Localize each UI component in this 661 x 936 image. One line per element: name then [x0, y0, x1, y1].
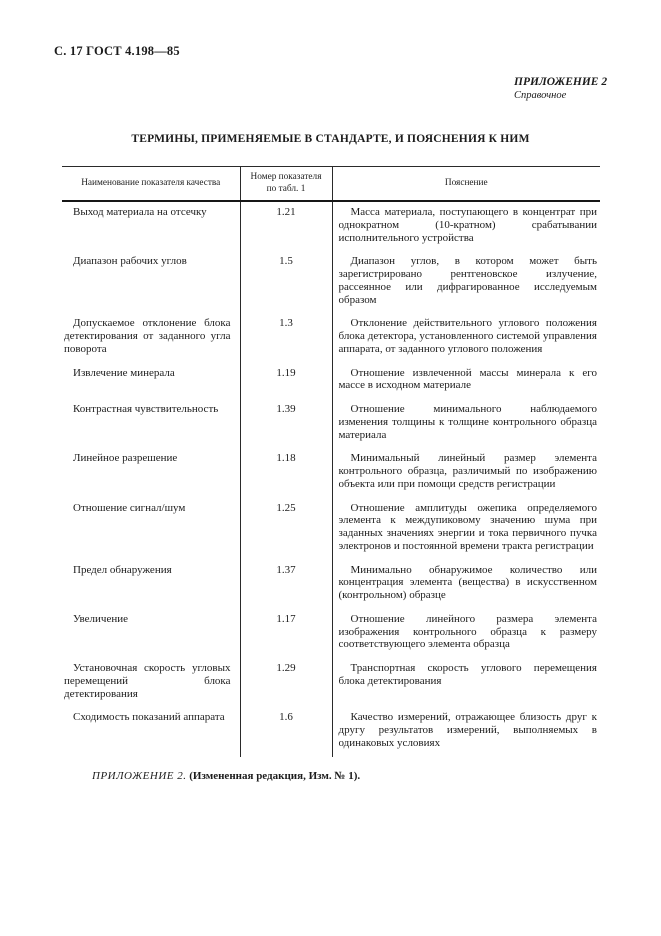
- table-header-row: [62, 167, 600, 202]
- index-number-cell: 1.6: [240, 707, 332, 756]
- index-number-cell: 1.21: [240, 201, 332, 251]
- term-name-cell: Выход материала на отсечку: [62, 201, 240, 251]
- column-header-explanation: Пояснение: [332, 167, 600, 202]
- table-row: [62, 201, 600, 251]
- index-number-cell: 1.3: [240, 313, 332, 362]
- index-number-cell: 1.37: [240, 560, 332, 609]
- amendment-footnote: [92, 770, 600, 782]
- table-row: [62, 313, 600, 362]
- table-row: [62, 609, 600, 658]
- index-number-cell: 1.17: [240, 609, 332, 658]
- footnote-amendment-text: (Измененная редакция, Изм. № 1).: [189, 769, 361, 782]
- table-row: [62, 498, 600, 560]
- document-content: [62, 166, 600, 782]
- term-name-cell: Линейное разрешение: [62, 448, 240, 497]
- term-name-cell: Контрастная чувствительность: [62, 399, 240, 448]
- page-number-and-standard: С. 17 ГОСТ 4.198—85: [54, 44, 180, 58]
- explanation-cell: Минимальный линейный размер элемента контрольного образца, различимый по изображению объекта или при помощи средств регистрации: [338, 452, 597, 490]
- terms-table: [62, 166, 600, 757]
- table-row: [62, 251, 600, 313]
- explanation-cell: Качество измерений, отражающее близость друг к другу результатов измерений, выполняемых в одинаковых условиях: [338, 711, 597, 749]
- explanation-cell: Минимально обнаружимое количество или концентрация элемента (вещества) в искусственном (контрольном) образце: [338, 563, 597, 602]
- explanation-cell: Отношение амплитуды ожепика определяемого элемента к междупиковому значению шума при заданных значениях энергии и тока первичного пучка электронов и постоянной времени тракта регистрации: [338, 501, 597, 552]
- explanation-cell: Масса материала, поступающего в концентрат при однократном (10-кратном) срабатывании исполнительного устройства: [338, 206, 597, 244]
- term-name-cell: Предел обнаружения: [62, 560, 240, 609]
- table-body: [62, 201, 600, 757]
- index-number-cell: 1.39: [240, 399, 332, 448]
- table-row: [62, 399, 600, 448]
- table-row: [62, 363, 600, 400]
- table-row: [62, 658, 600, 707]
- explanation-cell: Отношение извлеченной массы минерала к его массе в исходном материале: [338, 366, 597, 392]
- index-number-cell: 1.25: [240, 498, 332, 560]
- term-name-cell: Извлечение минерала: [62, 363, 240, 400]
- table-row: [62, 707, 600, 756]
- index-number-cell: 1.19: [240, 363, 332, 400]
- term-name-cell: Диапазон рабочих углов: [62, 251, 240, 313]
- table-row: [62, 560, 600, 609]
- table-row: [62, 448, 600, 497]
- explanation-cell: Транспортная скорость углового перемещения блока детектирования: [338, 662, 597, 687]
- document-title: ТЕРМИНЫ, ПРИМЕНЯЕМЫЕ В СТАНДАРТЕ, И ПОЯСНЕНИЯ К НИМ: [131, 133, 530, 145]
- explanation-cell: Отклонение действительного углового положения блока детектора, установленного системой управления аппарата, от заданного углового положения: [338, 317, 597, 355]
- footnote-appendix-label: ПРИЛОЖЕНИЕ 2.: [92, 769, 187, 782]
- index-number-cell: 1.5: [240, 251, 332, 313]
- column-header-number: Номер показателя по табл. 1: [240, 167, 332, 202]
- explanation-cell: Диапазон углов, в котором может быть зарегистрировано рентгеновское излучение, рассеянное или дифрагированное исследуемым образом: [338, 255, 597, 306]
- appendix-subtitle: Справочное: [514, 89, 567, 101]
- running-header: [54, 44, 180, 59]
- term-name-cell: Увеличение: [62, 609, 240, 658]
- explanation-cell: Отношение минимального наблюдаемого изменения толщины к толщине контрольного образца материала: [338, 403, 597, 441]
- term-name-cell: Отношение сигнал/шум: [62, 498, 240, 560]
- column-header-name: Наименование показателя качества: [62, 167, 240, 202]
- term-name-cell: Установочная скорость угловых перемещений блока детектирования: [62, 658, 240, 707]
- appendix-label: ПРИЛОЖЕНИЕ 2: [514, 76, 608, 88]
- term-name-cell: Сходимость показаний аппарата: [62, 707, 240, 756]
- explanation-cell: Отношение линейного размера элемента изображения контрольного образца к размеру соответствующего элемента образца: [338, 612, 597, 651]
- table-header: [62, 167, 600, 202]
- term-name-cell: Допускаемое отклонение блока детектирования от заданного угла поворота: [62, 313, 240, 362]
- appendix-block: [514, 76, 607, 101]
- index-number-cell: 1.18: [240, 448, 332, 497]
- index-number-cell: 1.29: [240, 658, 332, 707]
